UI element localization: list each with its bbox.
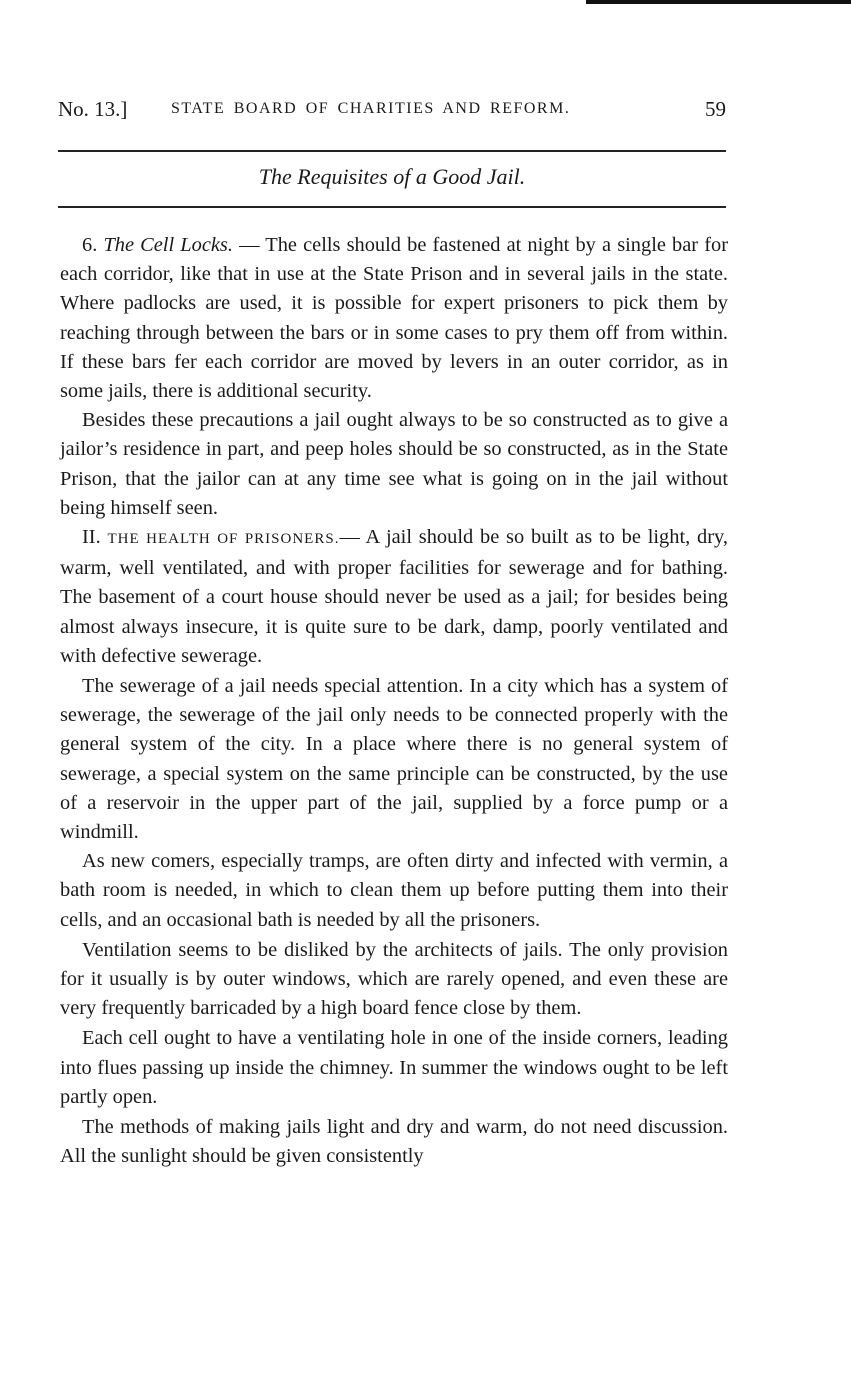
paragraph-cell-locks [60, 231, 728, 406]
heading-dash: — [339, 526, 366, 549]
page-number: 59 [705, 97, 726, 121]
paragraph-number: 6. [82, 234, 98, 256]
paragraph-text: The cells should be fastened at night by a single bar for each corridor, like that in use at the State Prison and in several jails in the state. Where padlocks are used, it is possible for expert prisoners to pick them by reaching through between the bars or in some cases to pry them off from within. If these bars fer each corridor are moved by levers in an outer corridor, as in some jails, there is additional security. [60, 234, 728, 403]
paragraph-health-of-prisoners [60, 523, 728, 671]
paragraph-text: A jail should be so built as to be light, dry, warm, well ventilated, and with proper facilities for sewerage and for bathing. The basement of a court house should never be used as a jail; for besides being almost always insecure, it is quite sure to be dark, damp, poorly ventilated and with defective sewerage. [60, 526, 728, 667]
section-title: The Requisites of a Good Jail. [258, 164, 526, 189]
paragraph-ventilating-hole: Each cell ought to have a ventilating hole in one of the inside corners, leading into flues passing up inside the chimney. In summer the windows ought to be left partly open. [60, 1027, 728, 1108]
paragraph-heading: The Cell Locks. [103, 234, 233, 256]
header-rule-bottom [58, 206, 726, 208]
paragraph-number: II. [82, 526, 101, 549]
paragraph-light-dry-warm: The methods of making jails light and dry and warm, do not need discussion. All the sunlight should be given consistently [60, 1116, 728, 1168]
paragraph-heading: THE HEALTH OF PRISONERS. [107, 531, 340, 548]
paragraph-sewerage: The sewerage of a jail needs special attention. In a city which has a system of sewerage, the sewerage of the jail only needs to be connected properly with the general system of the city. In a place where there is no general system of sewerage, a special system on the same principle can be constructed, by the use of a reservoir in the upper part of the jail, supplied by a force pump or a windmill. [60, 675, 728, 844]
paragraph-ventilation: Ventilation seems to be disliked by the architects of jails. The only provision for it usually is by outer windows, which are rarely opened, and even these are very frequently barricaded by a high board fence close by them. [60, 938, 728, 1020]
running-title: STATE BOARD OF CHARITIES AND REFORM. [171, 100, 571, 117]
heading-dash: — [232, 234, 266, 256]
header-rule-top [58, 150, 726, 152]
paragraph-precautions: Besides these precautions a jail ought always to be so constructed as to give a jailor’s residence in part, and peep holes should be so constructed, as in the State Prison, that the jailor can at any time see what is going on in the jail without being himself seen. [60, 409, 728, 519]
body-text [60, 231, 728, 1172]
running-head [58, 94, 726, 124]
scan-edge-rule [586, 0, 851, 4]
document-number: No. 13.] [58, 97, 128, 121]
paragraph-bath-room: As new comers, especially tramps, are often dirty and infected with vermin, a bath room is needed, in which to clean them up before putting them into their cells, and an occasional bath is needed by all the prisoners. [60, 850, 728, 931]
